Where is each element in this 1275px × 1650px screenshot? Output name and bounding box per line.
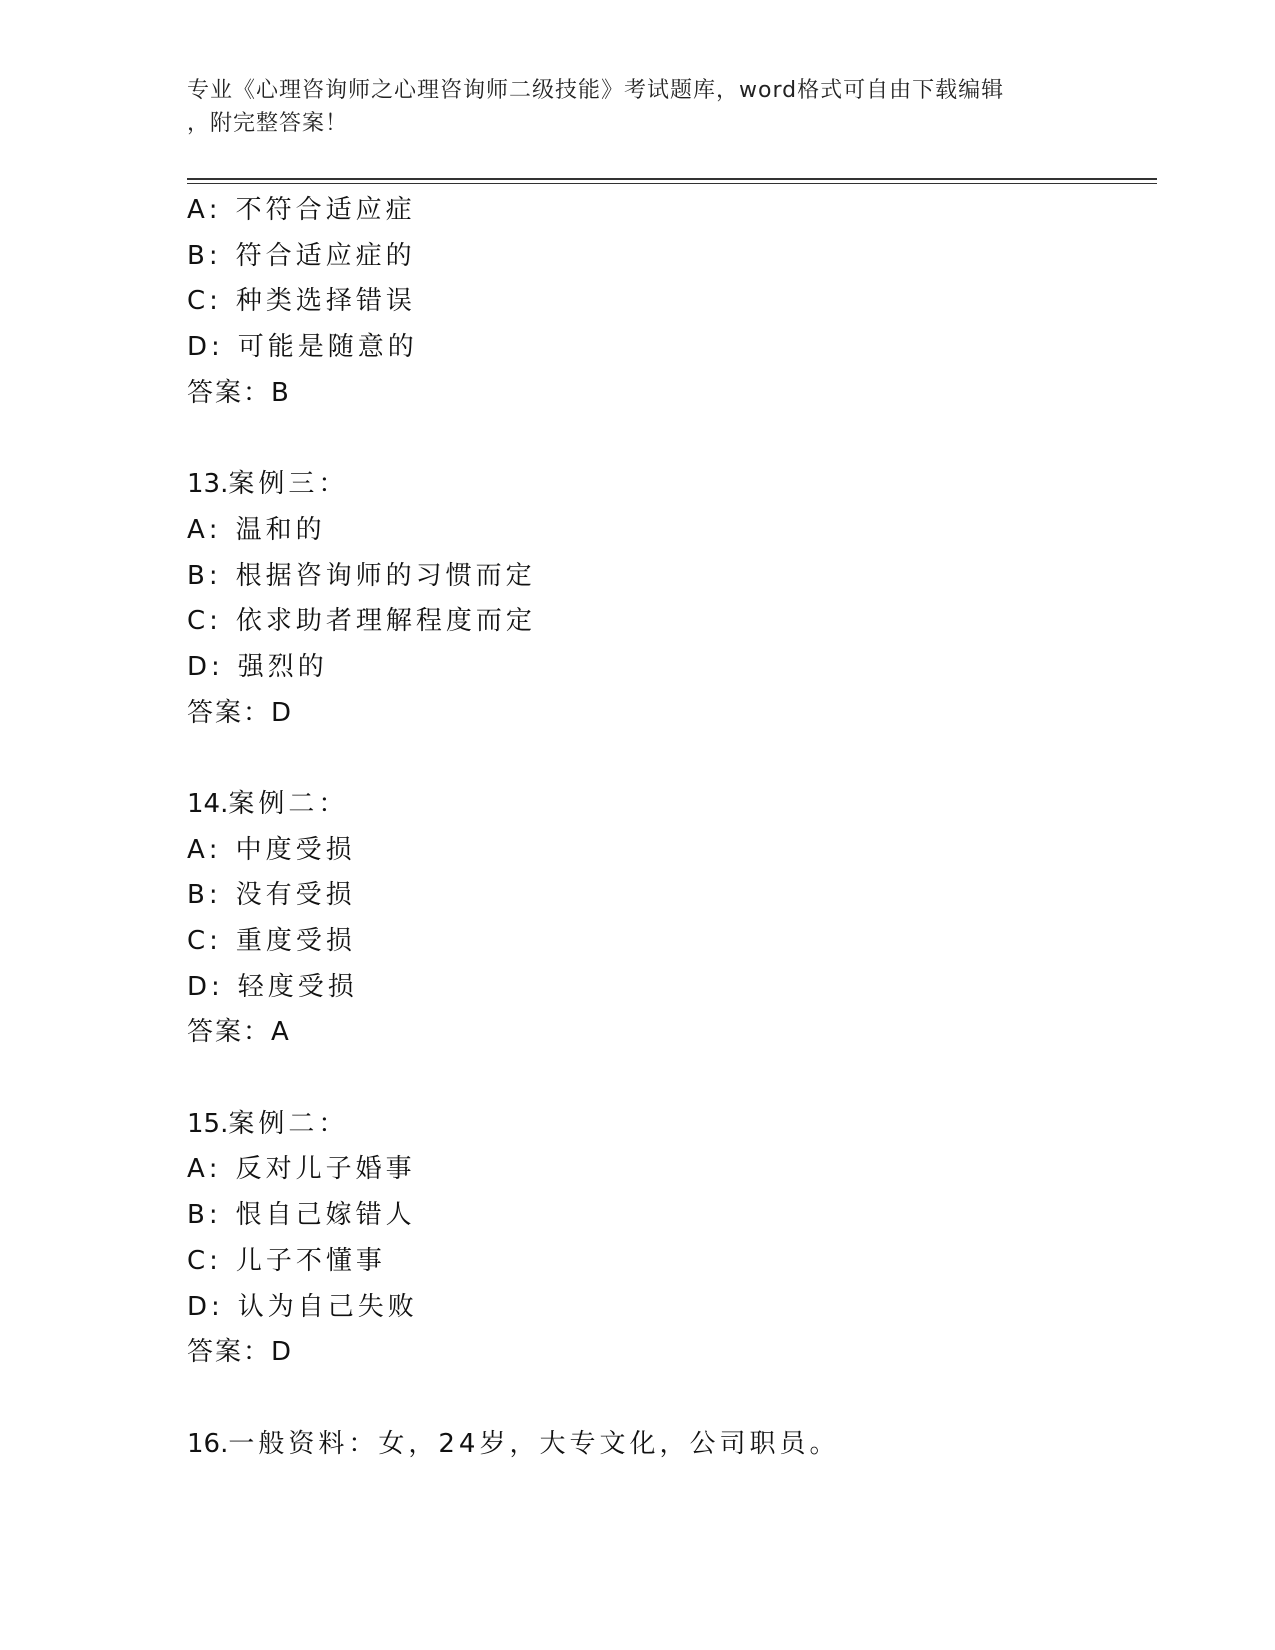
option-text: 重度受损 xyxy=(235,926,356,956)
answer-label: 答案： xyxy=(187,697,272,728)
option-separator: : xyxy=(211,971,224,1002)
option-row xyxy=(187,599,1147,645)
option-separator: : xyxy=(208,834,222,865)
option-text: 温和的 xyxy=(235,514,326,545)
option-separator: : xyxy=(208,560,222,591)
question-title xyxy=(187,1422,1147,1468)
option-separator: : xyxy=(208,880,222,911)
option-row xyxy=(187,965,1147,1011)
option-row xyxy=(187,234,1147,280)
option-row xyxy=(187,1239,1147,1285)
option-row xyxy=(187,188,1147,234)
option-text: 认为自己失败 xyxy=(237,1291,418,1322)
answer-value: A xyxy=(271,1017,290,1048)
option-text: 儿子不懂事 xyxy=(235,1245,386,1276)
question-list xyxy=(187,188,1147,1467)
option-letter: D xyxy=(187,1291,212,1322)
option-letter: B xyxy=(187,240,209,271)
option-letter: D xyxy=(187,651,212,682)
option-text: 强烈的 xyxy=(237,651,328,682)
question-gap xyxy=(187,1056,1147,1102)
option-letter: A xyxy=(187,834,209,865)
question-number: 14. xyxy=(187,788,229,819)
option-separator: : xyxy=(208,514,222,545)
option-letter: C xyxy=(187,1245,210,1276)
option-row xyxy=(187,873,1147,919)
answer-value: B xyxy=(271,377,290,408)
answer-line xyxy=(187,1010,1147,1056)
question-block xyxy=(187,1102,1147,1376)
question-title xyxy=(187,462,1147,508)
option-separator: : xyxy=(209,1245,222,1276)
question-gap xyxy=(187,736,1147,782)
header-line-2: ，附完整答案！ xyxy=(187,111,349,136)
option-text: 轻度受损 xyxy=(237,971,358,1002)
option-text: 种类选择错误 xyxy=(235,286,416,317)
option-letter: C xyxy=(187,286,210,317)
question-block-continued xyxy=(187,188,1147,416)
option-letter: C xyxy=(187,606,210,637)
question-text: 一般资料：女，24岁，大专文化，公司职员。 xyxy=(228,1428,840,1459)
option-text: 中度受损 xyxy=(235,834,356,865)
question-number: 13. xyxy=(187,469,229,500)
option-row xyxy=(187,508,1147,554)
option-row xyxy=(187,1193,1147,1239)
option-row xyxy=(187,279,1147,325)
option-text: 没有受损 xyxy=(235,880,356,911)
question-gap xyxy=(187,416,1147,462)
header-divider xyxy=(187,178,1157,184)
answer-line xyxy=(187,371,1147,417)
option-separator: : xyxy=(211,332,224,363)
option-letter: D xyxy=(187,332,212,363)
option-separator: : xyxy=(211,1291,224,1322)
answer-label: 答案： xyxy=(187,1337,272,1368)
option-letter: A xyxy=(187,514,209,545)
option-separator: : xyxy=(208,1200,222,1231)
question-block xyxy=(187,1422,1147,1468)
question-text: 案例二： xyxy=(228,788,349,819)
option-text: 根据咨询师的习惯而定 xyxy=(235,560,536,591)
document-header xyxy=(187,74,1087,140)
question-title xyxy=(187,782,1147,828)
option-row xyxy=(187,828,1147,874)
option-letter: C xyxy=(187,926,210,956)
option-row xyxy=(187,1147,1147,1193)
question-block xyxy=(187,462,1147,736)
answer-label: 答案： xyxy=(187,1017,272,1048)
question-number: 16. xyxy=(187,1428,229,1459)
option-letter: B xyxy=(187,560,209,591)
answer-line xyxy=(187,691,1147,737)
option-letter: D xyxy=(187,971,212,1002)
option-text: 不符合适应症 xyxy=(235,195,416,225)
option-separator: : xyxy=(208,1154,222,1185)
option-row xyxy=(187,1285,1147,1331)
option-separator: : xyxy=(209,926,222,956)
option-text: 可能是随意的 xyxy=(237,332,418,363)
option-row xyxy=(187,645,1147,691)
option-row xyxy=(187,919,1147,965)
option-text: 符合适应症的 xyxy=(235,240,416,271)
option-row xyxy=(187,554,1147,600)
option-letter: A xyxy=(187,195,209,225)
option-separator: : xyxy=(208,195,222,225)
option-text: 恨自己嫁错人 xyxy=(235,1200,416,1231)
question-text: 案例二： xyxy=(228,1108,349,1139)
header-line-1: 专业《心理咨询师之心理咨询师二级技能》考试题库，word格式可自由下载编辑 xyxy=(187,78,1005,103)
option-separator: : xyxy=(209,286,222,317)
option-text: 反对儿子婚事 xyxy=(235,1154,416,1185)
option-letter: B xyxy=(187,880,209,911)
answer-value: D xyxy=(271,1337,293,1368)
option-separator: : xyxy=(208,240,222,271)
question-gap xyxy=(187,1376,1147,1422)
option-letter: A xyxy=(187,1154,209,1185)
option-text: 依求助者理解程度而定 xyxy=(235,606,536,637)
question-number: 15. xyxy=(187,1108,229,1139)
answer-label: 答案： xyxy=(187,377,272,408)
question-block xyxy=(187,782,1147,1056)
question-text: 案例三： xyxy=(228,469,349,500)
option-row xyxy=(187,325,1147,371)
option-separator: : xyxy=(209,606,222,637)
answer-line xyxy=(187,1330,1147,1376)
question-title xyxy=(187,1102,1147,1148)
option-letter: B xyxy=(187,1200,209,1231)
option-separator: : xyxy=(211,651,224,682)
answer-value: D xyxy=(271,697,293,728)
